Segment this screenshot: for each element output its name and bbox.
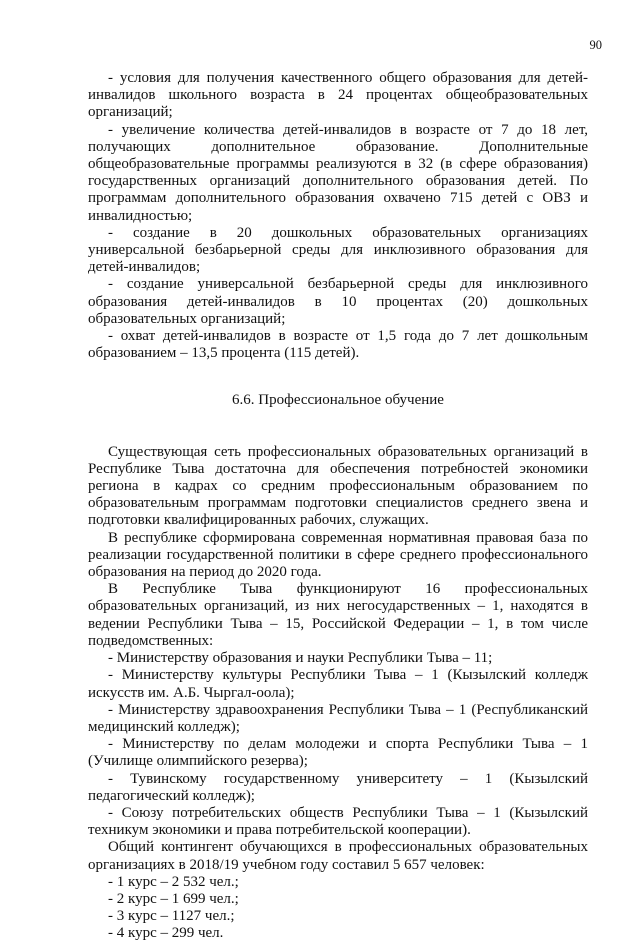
list-item-university: - Тувинскому государственному университету – 1 (Кызылский педагогический колледж); xyxy=(88,770,588,804)
list-item-course-1: - 1 курс – 2 532 чел.; xyxy=(108,873,239,890)
list-item-course-2: - 2 курс – 1 699 чел.; xyxy=(108,890,239,907)
page-number: 90 xyxy=(589,38,602,52)
paragraph-legal-base: В республике сформирована современная нормативная правовая база по реализации государственной политики в сфере среднего профессионального образования на период до 2020 года. xyxy=(88,529,588,581)
paragraph-network: Существующая сеть профессиональных образовательных организаций в Республике Тыва достаточна для обеспечения потребностей экономики региона в кадрах со средним профессиональным образованием по образовательным программам подготовки специалистов среднего звена и подготовки квалифицированных рабочих, служащих. xyxy=(88,443,588,529)
list-item-ministry-culture: - Министерству культуры Республики Тыва – 1 (Кызылский колледж искусств им. А.Б. Чыргал-оола); xyxy=(88,667,588,701)
list-item-consumer-union: - Союзу потребительских обществ Республики Тыва – 1 (Кызылский техникум экономики и права потребительской кооперации). xyxy=(88,804,588,839)
list-item-ministry-health: - Министерству здравоохранения Республики Тыва – 1 (Республиканский медицинский колледж); xyxy=(88,701,588,735)
list-item-ministry-education: - Министерству образования и науки Республики Тыва – 11; xyxy=(108,650,493,667)
list-item-inclusive-environment: - создание универсальной безбарьерной среды для инклюзивного образования детей-инвалидов в 10 процентах (20) дошкольных образовательных организаций; xyxy=(88,276,588,327)
section-heading: 6.6. Профессиональное обучение xyxy=(232,392,444,409)
list-item-course-3: - 3 курс – 1127 чел.; xyxy=(108,908,235,925)
paragraph-organizations: В Республике Тыва функционируют 16 профессиональных образовательных организаций, из них негосударственных – 1, находятся в ведении Республики Тыва – 15, Российской Федерации – 1, в том числе подведомственных: xyxy=(88,581,588,649)
list-item-preschool-coverage: - охват детей-инвалидов в возрасте от 1,5 года до 7 лет дошкольным образованием – 13,5 процента (115 детей). xyxy=(88,328,588,362)
list-item-course-4: - 4 курс – 299 чел. xyxy=(108,925,224,942)
list-item-conditions: - условия для получения качественного общего образования для детей-инвалидов школьного возраста в 24 процентах общеобразовательных организаций; xyxy=(88,70,588,121)
list-item-preschool-environment: - создание в 20 дошкольных образовательных организациях универсальной безбарьерной среды для инклюзивного образования для детей-инвалидов; xyxy=(88,224,588,276)
list-item-ministry-youth-sport: - Министерству по делам молодежи и спорта Республики Тыва – 1 (Училище олимпийского резерва); xyxy=(88,736,588,770)
list-item-additional-education: - увеличение количества детей-инвалидов в возрасте от 7 до 18 лет, получающих дополнительное образование. Дополнительные общеобразовательные программы реализуются в 32 (в сфере образования) государственных организаций дополнительного образования детей. По программам дополнительного образования охвачено 715 детей с ОВЗ и инвалидностью; xyxy=(88,121,588,224)
document-body xyxy=(88,70,588,943)
paragraph-contingent: Общий контингент обучающихся в профессиональных образовательных организациях в 2018/19 учебном году составил 5 657 человек: xyxy=(88,839,588,873)
